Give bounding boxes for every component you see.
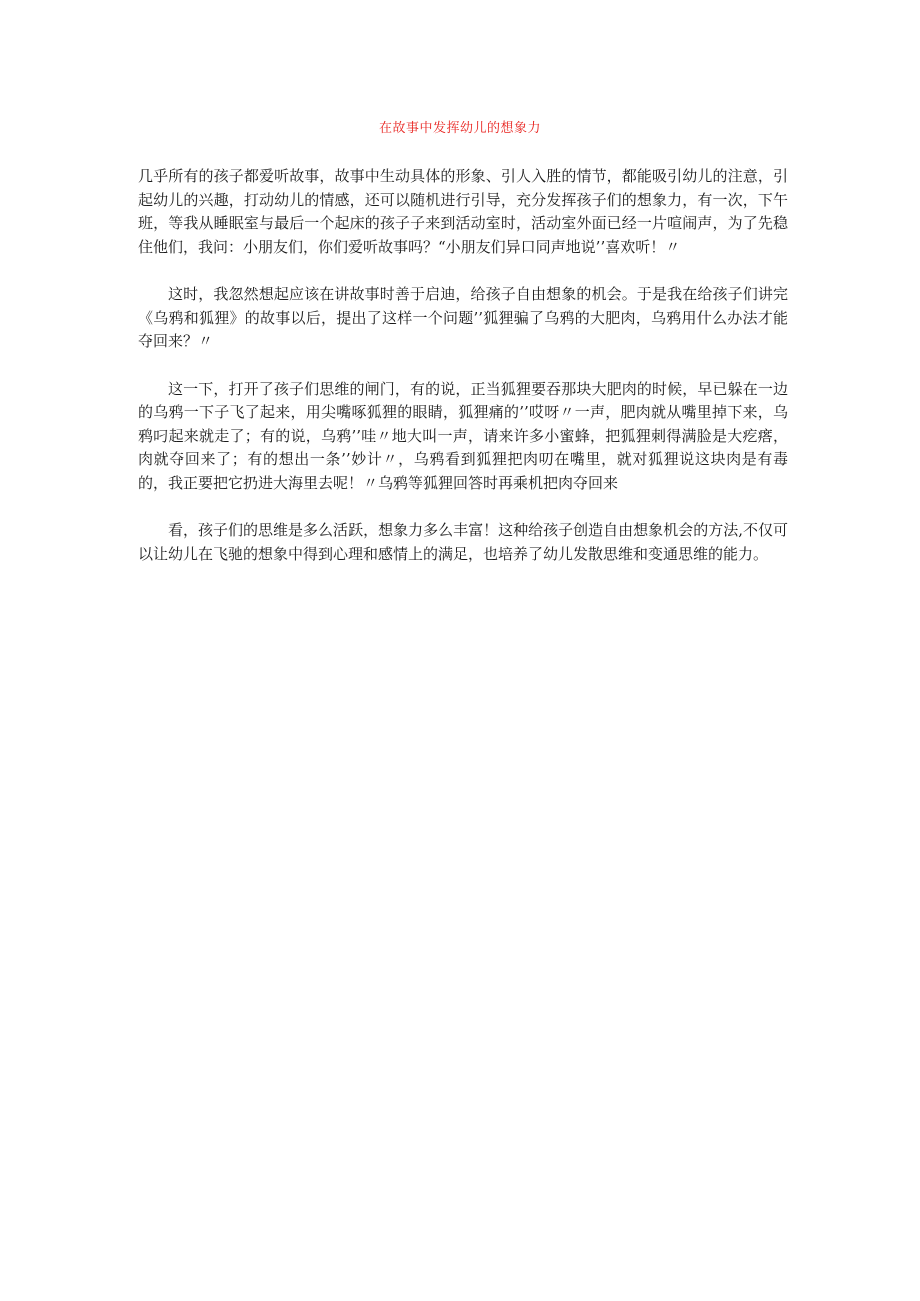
document-body bbox=[138, 165, 788, 590]
paragraph-2: 这时，我忽然想起应该在讲故事时善于启迪，给孩子自由想象的机会。于是我在给孩子们讲完《乌鸦和狐狸》的故事以后，提出了这样一个问题’’狐狸骗了乌鸦的大肥肉，乌鸦用什么办法才能夺回来？〃 bbox=[138, 285, 788, 350]
paragraph-3: 这一下，打开了孩子们思维的闸门，有的说，正当狐狸要吞那块大肥肉的时候，早已躲在一边的乌鸦一下子飞了起来，用尖嘴啄狐狸的眼睛，狐狸痛的’’哎呀〃一声，肥肉就从嘴里掉下来，乌鸦叼起来就走了；有的说，乌鸦’’哇〃地大叫一声，请来许多小蜜蜂，把狐狸刺得满脸是大疙瘩，肉就夺回来了；有的想出一条’’妙计〃，乌鸦看到狐狸把肉叨在嘴里，就对狐狸说这块肉是有毒的，我正要把它扔进大海里去呢！〃乌鸦等狐狸回答时再乘机把肉夺回来 bbox=[138, 379, 788, 492]
paragraph-1: 几乎所有的孩子都爱听故事，故事中生动具体的形象、引人入胜的情节，都能吸引幼儿的注意，引起幼儿的兴趣，打动幼儿的情感，还可以随机进行引导，充分发挥孩子们的想象力，有一次，下午班，等我从睡眠室与最后一个起床的孩子子来到活动室时，活动室外面已经一片喧闹声，为了先稳住他们，我问：小朋友们，你们爱听故事吗？“小朋友们异口同声地说’’喜欢听！〃 bbox=[138, 167, 788, 256]
paragraph-4: 看，孩子们的思维是多么活跃，想象力多么丰富！这种给孩子创造自由想象机会的方法,不仅可以让幼儿在飞驰的想象中得到心理和感情上的满足，也培养了幼儿发散思维和变通思维的能力。 bbox=[138, 521, 788, 563]
document-title: 在故事中发挥幼儿的想象力 bbox=[378, 121, 541, 136]
